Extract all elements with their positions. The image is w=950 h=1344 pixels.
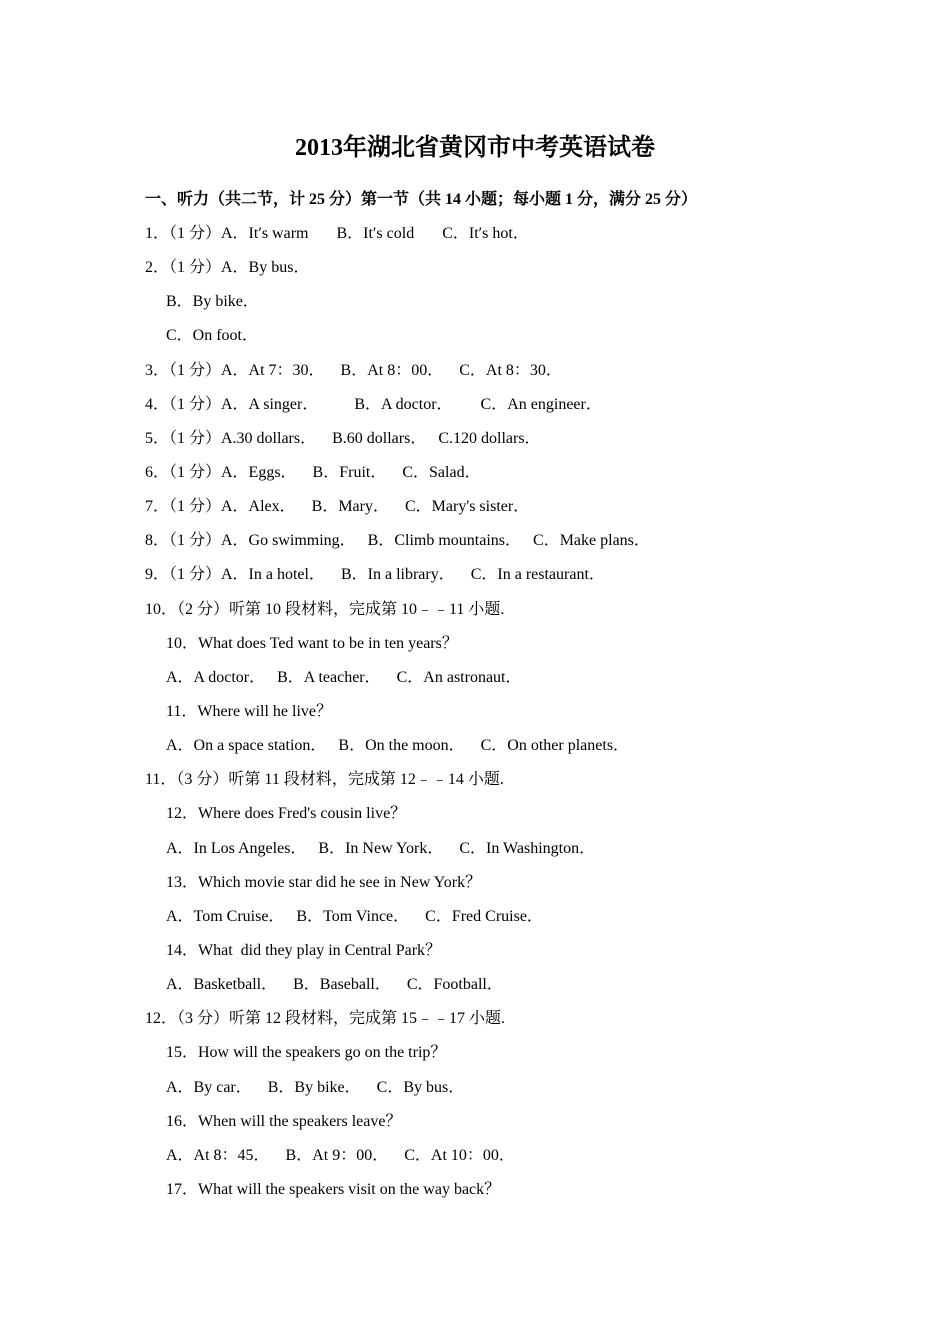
question-line: 4．（1 分）A．A singer． B．A doctor． C．An engineer． bbox=[145, 395, 602, 413]
question-line: 17．What will the speakers visit on the way back？ bbox=[166, 1180, 501, 1198]
question-line: A．Tom Cruise． B．Tom Vince． C．Fred Cruise． bbox=[166, 907, 543, 925]
question-line: 2．（1 分）A．By bus． bbox=[145, 259, 310, 277]
question-line: 7．（1 分）A．Alex． B．Mary． C．Mary's sister． bbox=[145, 498, 530, 516]
document-title: 2013年湖北省黄冈市中考英语试卷 bbox=[295, 135, 655, 161]
question-line: 10．（2 分）听第 10 段材料，完成第 10﹣﹣11 小题. bbox=[145, 600, 505, 618]
question-list bbox=[0, 222, 950, 1212]
question-line: C．On foot． bbox=[166, 327, 259, 345]
question-line: A．At 8：45． B．At 9：00． C．At 10：00． bbox=[166, 1146, 515, 1164]
question-line: A．A doctor． B．A teacher． C．An astronaut． bbox=[166, 668, 522, 686]
question-line: B．By bike． bbox=[166, 293, 259, 311]
question-line: 12．（3 分）听第 12 段材料，完成第 15﹣﹣17 小题. bbox=[145, 1010, 506, 1028]
question-line: 6．（1 分）A．Eggs． B．Fruit． C．Salad． bbox=[145, 463, 481, 481]
question-line: 1．（1 分）A．It′s warm B．It′s cold C．It′s hot． bbox=[145, 225, 529, 242]
question-line: A．By car． B．By bike． C．By bus． bbox=[166, 1078, 465, 1096]
question-line: 11．Where will he live？ bbox=[166, 702, 333, 720]
question-line: 16．When will the speakers leave？ bbox=[166, 1112, 402, 1130]
question-line: 13．Which movie star did he see in New York？ bbox=[166, 873, 482, 891]
question-line: 8．（1 分）A．Go swimming． B．Climb mountains． C．Make plans． bbox=[145, 532, 650, 550]
question-line: 15．How will the speakers go on the trip？ bbox=[166, 1044, 447, 1062]
question-line: A．Basketball． B．Baseball． C．Football． bbox=[166, 976, 503, 994]
question-line: A．In Los Angeles． B．In New York． C．In Washington． bbox=[166, 839, 596, 857]
question-line: 9．（1 分）A．In a hotel． B．In a library． C．In a restaurant． bbox=[145, 566, 605, 584]
question-line: 12．Where does Fred's cousin live？ bbox=[166, 805, 407, 823]
question-line: A．On a space station． B．On the moon． C．On other planets． bbox=[166, 737, 630, 755]
question-line: 11．（3 分）听第 11 段材料，完成第 12﹣﹣14 小题. bbox=[145, 771, 504, 789]
question-line: 5．（1 分）A.30 dollars． B.60 dollars． C.120 dollars． bbox=[145, 429, 541, 447]
question-line: 10．What does Ted want to be in ten years？ bbox=[166, 634, 458, 652]
question-line: 14．What did they play in Central Park？ bbox=[166, 941, 442, 959]
section-heading: 一、听力（共二节，计 25 分）第一节（共 14 小题；每小题 1 分，满分 25 分） bbox=[145, 191, 698, 208]
question-line: 3．（1 分）A．At 7：30． B．At 8：00． C．At 8：30． bbox=[145, 361, 562, 379]
